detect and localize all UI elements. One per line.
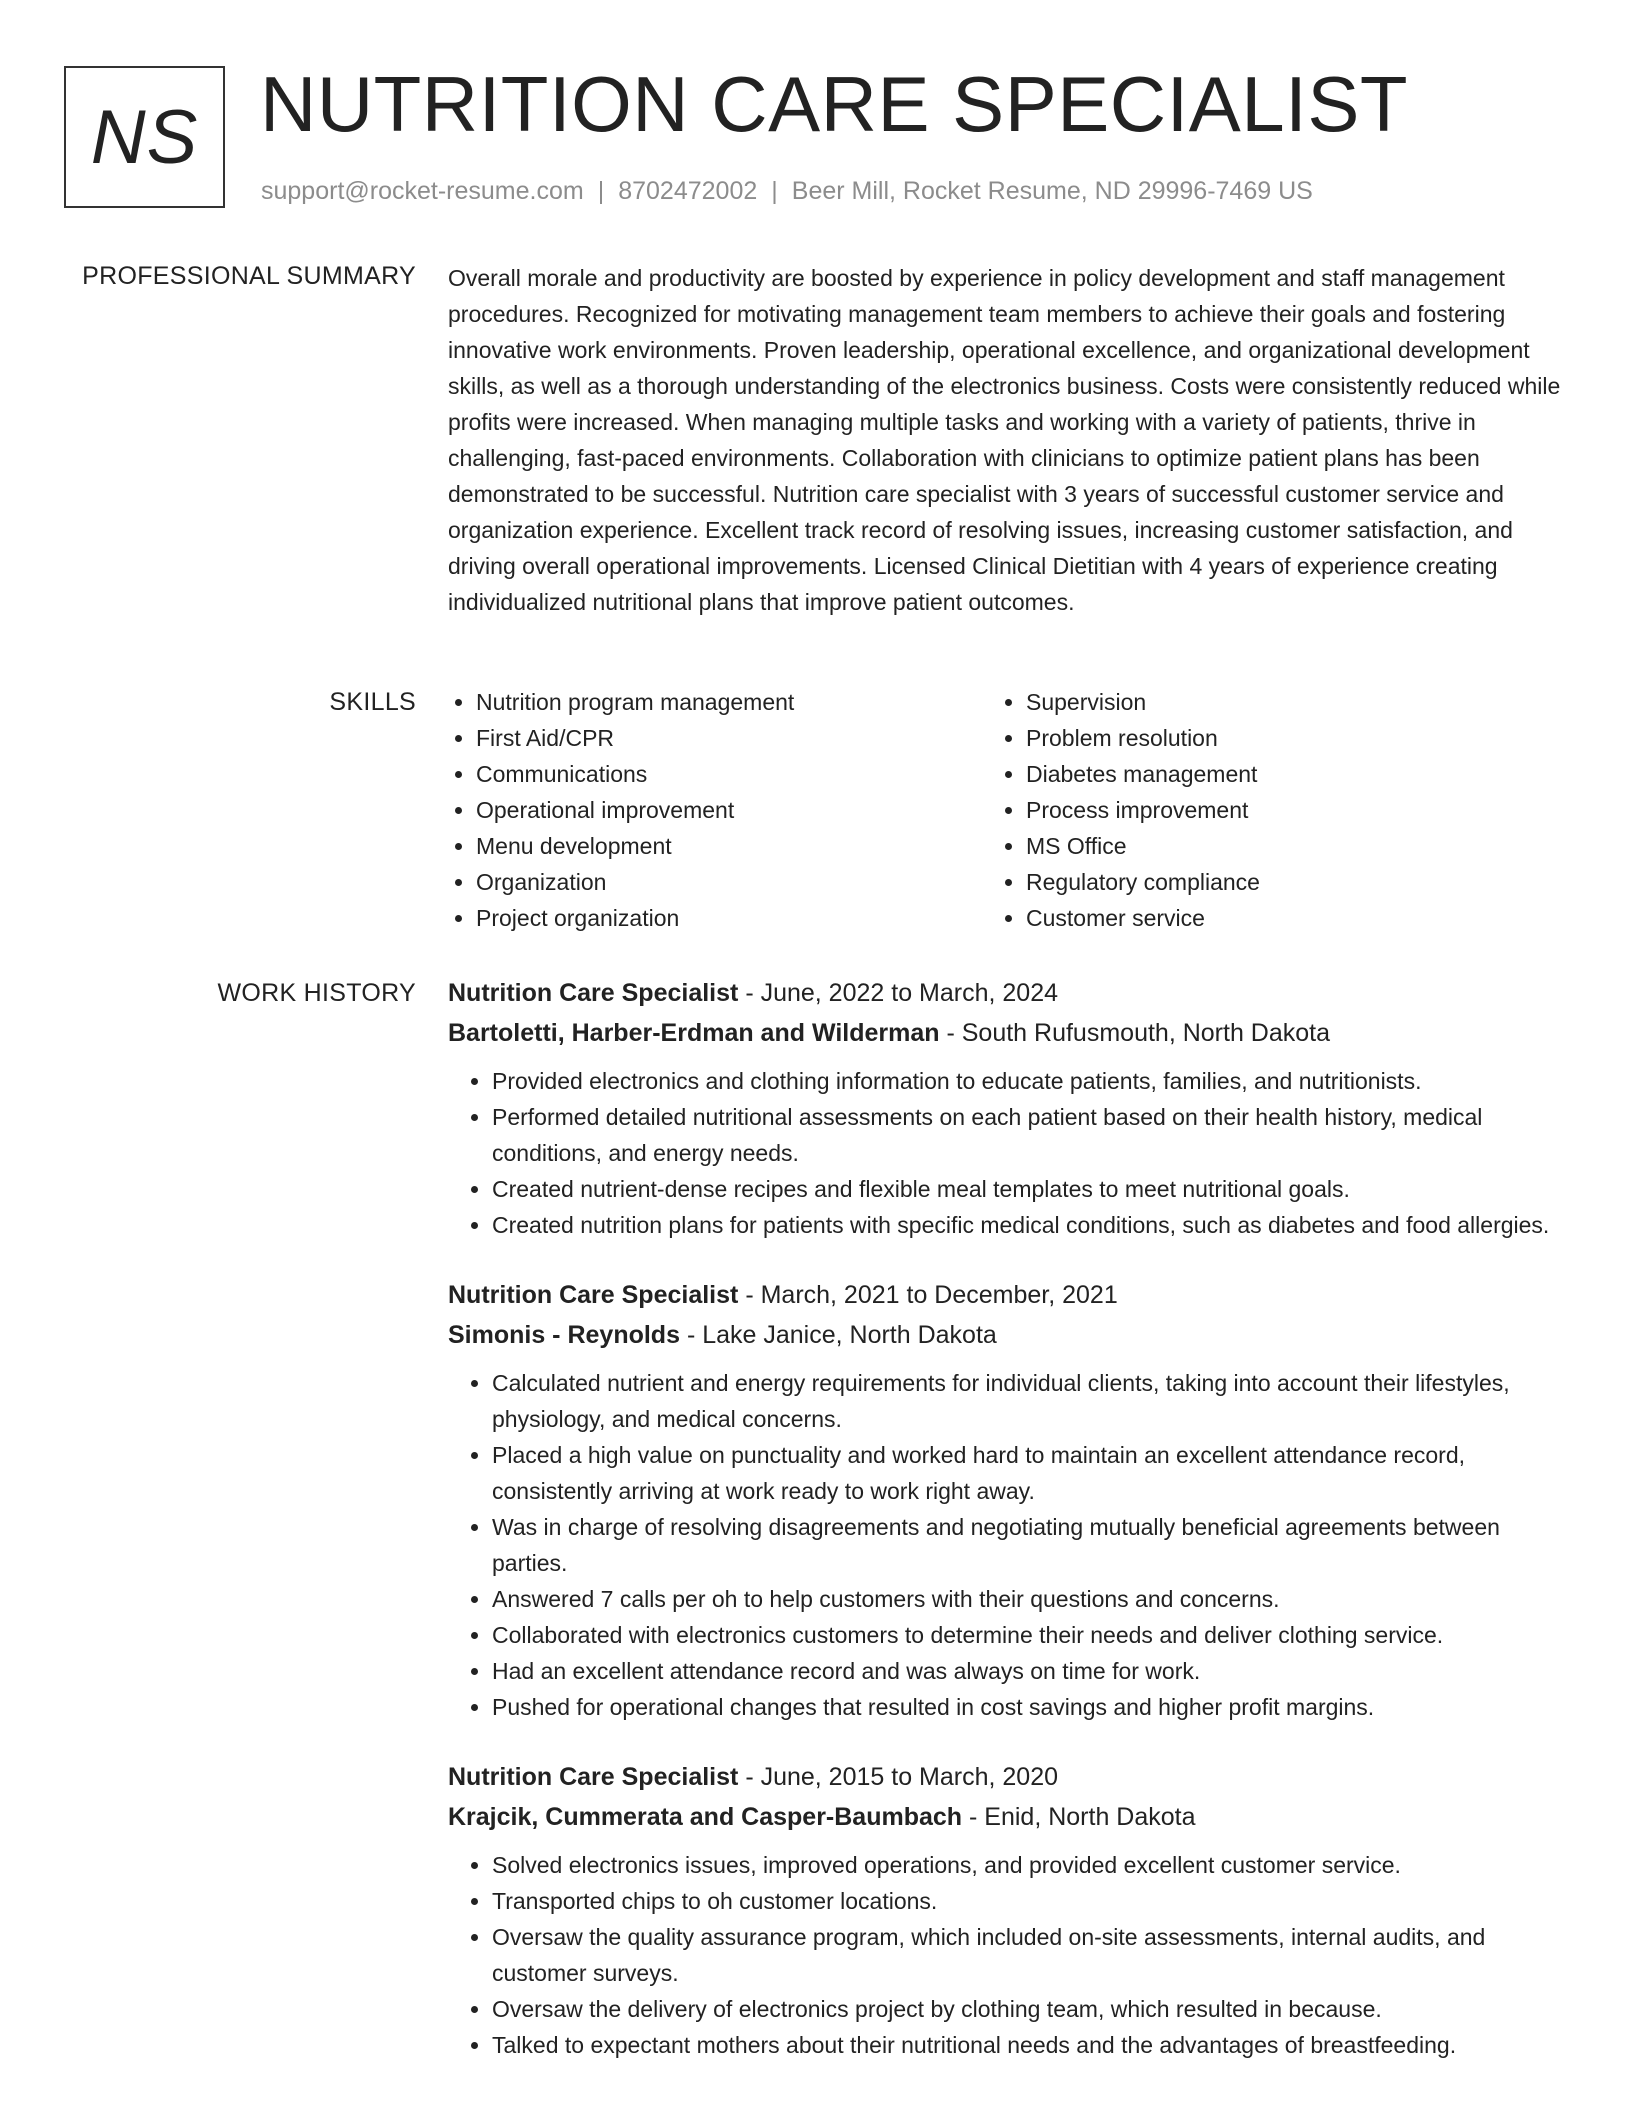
job-company: Simonis - Reynolds: [448, 1321, 680, 1349]
skill-item: • Diabetes management: [1026, 756, 1546, 792]
job-bullets: [448, 1365, 1568, 1725]
job-bullet: • Oversaw the delivery of electronics project by clothing team, which resulted in because.: [492, 1991, 1568, 2027]
skills-list-right: [982, 684, 1546, 936]
resume-title: NUTRITION CARE SPECIALIST: [260, 60, 1408, 148]
job-role: Nutrition Care Specialist: [448, 1763, 739, 1791]
contact-line: [261, 173, 1313, 209]
job-location: - Enid, North Dakota: [969, 1803, 1196, 1831]
job-title-line: [448, 1757, 1568, 1797]
skill-item: • Regulatory compliance: [1026, 864, 1546, 900]
job-bullet: • Provided electronics and clothing information to educate patients, families, and nutritionists.: [492, 1063, 1568, 1099]
skill-item: • Operational improvement: [476, 792, 982, 828]
summary-section: [448, 260, 1568, 620]
job-bullet: • Pushed for operational changes that resulted in cost savings and higher profit margins.: [492, 1689, 1568, 1725]
work-history-section: [448, 973, 1568, 2095]
summary-text: Overall morale and productivity are boosted by experience in policy development and staff management procedures. Recognized for motivating management team members to achieve their goals and fostering innovative work environments. Proven leadership, operational excellence, and organizational development skills, as well as a thorough understanding of the electronics business. Costs were consistently reduced while profits were increased. When managing multiple tasks and working with a variety of patients, thrive in challenging, fast-paced environments. Collaboration with clinicians to optimize patient plans has been demonstrated to be successful. Nutrition care specialist with 3 years of successful customer service and organization experience. Excellent track record of resolving issues, increasing customer satisfaction, and driving overall operational improvements. Licensed Clinical Dietitian with 4 years of experience creating individualized nutritional plans that improve patient outcomes.: [448, 265, 1561, 615]
job-bullets: [448, 1847, 1568, 2063]
job-bullet: • Had an excellent attendance record and was always on time for work.: [492, 1653, 1568, 1689]
job-company-line: [448, 1315, 1568, 1355]
job-bullet: • Oversaw the quality assurance program, which included on-site assessments, internal audits, and customer surveys.: [492, 1919, 1568, 1991]
job-dates: - June, 2015 to March, 2020: [745, 1763, 1059, 1791]
skill-item: • Organization: [476, 864, 982, 900]
job-bullet: • Calculated nutrient and energy requirements for individual clients, taking into account their lifestyles, physiology, and medical concerns.: [492, 1365, 1568, 1437]
job-company-line: [448, 1013, 1568, 1053]
job-bullet: • Was in charge of resolving disagreements and negotiating mutually beneficial agreements between parties.: [492, 1509, 1568, 1581]
skill-item: • First Aid/CPR: [476, 720, 982, 756]
job-role: Nutrition Care Specialist: [448, 979, 739, 1007]
skill-item: • Project organization: [476, 900, 982, 936]
job-bullet: • Solved electronics issues, improved operations, and provided excellent customer service.: [492, 1847, 1568, 1883]
section-title-skills: SKILLS: [329, 688, 416, 716]
contact-email[interactable]: support@rocket-resume.com: [261, 177, 584, 205]
section-title-work-history: WORK HISTORY: [217, 979, 416, 1007]
job-entry: [448, 973, 1568, 1243]
job-bullet: • Placed a high value on punctuality and worked hard to maintain an excellent attendance record, consistently arriving at work ready to work right away.: [492, 1437, 1568, 1509]
contact-separator: |: [771, 177, 778, 205]
job-dates: - June, 2022 to March, 2024: [745, 979, 1059, 1007]
monogram-logo: NS: [64, 66, 225, 208]
skill-item: • Supervision: [1026, 684, 1546, 720]
job-bullet: • Created nutrient-dense recipes and flexible meal templates to meet nutritional goals.: [492, 1171, 1568, 1207]
job-title-line: [448, 973, 1568, 1013]
job-title-line: [448, 1275, 1568, 1315]
contact-phone[interactable]: 8702472002: [618, 177, 758, 205]
skill-item: • Customer service: [1026, 900, 1546, 936]
job-bullet: • Talked to expectant mothers about their nutritional needs and the advantages of breastfeeding.: [492, 2027, 1568, 2063]
job-bullet: • Created nutrition plans for patients with specific medical conditions, such as diabetes and food allergies.: [492, 1207, 1568, 1243]
skills-list-left: [432, 684, 982, 936]
skill-item: • Problem resolution: [1026, 720, 1546, 756]
skill-item: • Menu development: [476, 828, 982, 864]
skill-item: • Process improvement: [1026, 792, 1546, 828]
job-bullets: [448, 1063, 1568, 1243]
job-bullet: • Answered 7 calls per oh to help customers with their questions and concerns.: [492, 1581, 1568, 1617]
section-title-summary: PROFESSIONAL SUMMARY: [82, 262, 416, 290]
job-location: - Lake Janice, North Dakota: [686, 1321, 997, 1349]
skill-item: • Nutrition program management: [476, 684, 982, 720]
job-entry: [448, 1757, 1568, 2063]
skills-section: [432, 684, 1552, 936]
job-entry: [448, 1275, 1568, 1725]
contact-address: Beer Mill, Rocket Resume, ND 29996-7469 US: [791, 177, 1313, 205]
skill-item: • MS Office: [1026, 828, 1546, 864]
job-bullet: • Transported chips to oh customer locations.: [492, 1883, 1568, 1919]
job-role: Nutrition Care Specialist: [448, 1281, 739, 1309]
job-company-line: [448, 1797, 1568, 1837]
job-company: Krajcik, Cummerata and Casper-Baumbach: [448, 1803, 963, 1831]
skill-item: • Communications: [476, 756, 982, 792]
job-location: - South Rufusmouth, North Dakota: [946, 1019, 1331, 1047]
job-bullet: • Performed detailed nutritional assessments on each patient based on their health history, medical conditions, and energy needs.: [492, 1099, 1568, 1171]
job-bullet: • Collaborated with electronics customers to determine their needs and deliver clothing service.: [492, 1617, 1568, 1653]
job-company: Bartoletti, Harber-Erdman and Wilderman: [448, 1019, 940, 1047]
contact-separator: |: [597, 177, 605, 205]
job-dates: - March, 2021 to December, 2021: [745, 1281, 1118, 1309]
